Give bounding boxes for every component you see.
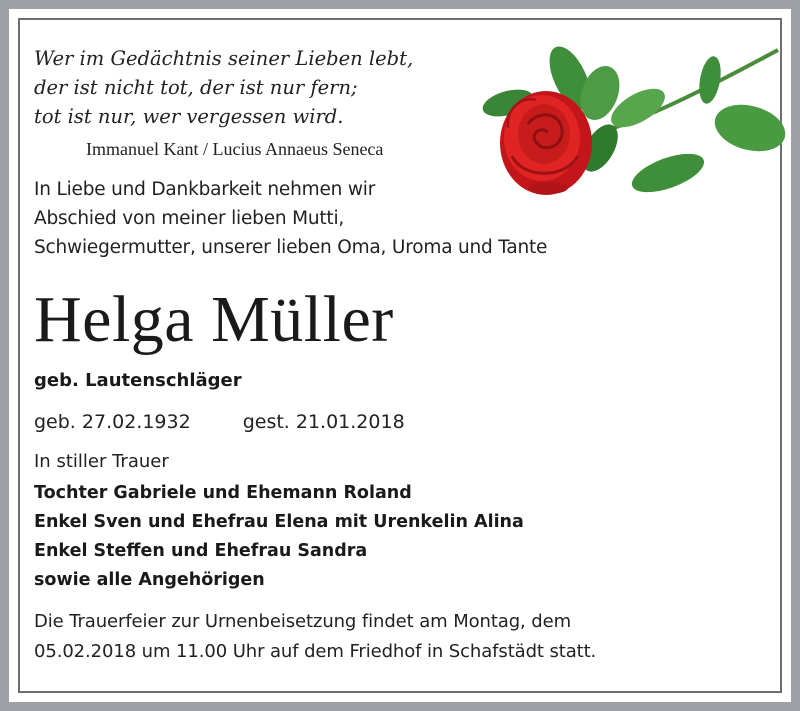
intro-line: Schwiegermutter, unserer lieben Oma, Uroma und Tante	[34, 237, 548, 258]
mourner-line: Enkel Steffen und Ehefrau Sandra	[34, 541, 368, 561]
poem-quote	[34, 44, 413, 131]
quote-line: der ist nicht tot, der ist nur fern;	[34, 76, 358, 99]
intro-line: Abschied von meiner lieben Mutti,	[34, 208, 345, 229]
life-dates	[34, 411, 405, 433]
mourner-line: sowie alle Angehörigen	[34, 570, 265, 590]
mourner-line: Enkel Sven und Ehefrau Elena mit Urenkelin Alina	[34, 512, 524, 532]
mourner-line: Tochter Gabriele und Ehemann Roland	[34, 483, 412, 503]
quote-line: Wer im Gedächtnis seiner Lieben lebt,	[34, 47, 414, 70]
quote-attribution: Immanuel Kant / Lucius Annaeus Seneca	[86, 139, 384, 159]
funeral-line: 05.02.2018 um 11.00 Uhr auf dem Friedhof in Schafstädt statt.	[34, 641, 597, 662]
birth-date: geb. 27.02.1932	[34, 411, 191, 433]
funeral-info	[34, 607, 596, 667]
quote-line: tot ist nur, wer vergessen wird.	[34, 105, 344, 128]
mourners-heading: In stiller Trauer	[34, 451, 169, 472]
maiden-name: geb. Lautenschläger	[34, 370, 242, 391]
death-date: gest. 21.01.2018	[242, 411, 405, 433]
deceased-name: Helga Müller	[34, 283, 394, 356]
intro-line: In Liebe und Dankbarkeit nehmen wir	[34, 179, 376, 200]
mourners-list	[34, 479, 524, 595]
intro-text	[34, 175, 547, 262]
funeral-line: Die Trauerfeier zur Urnenbeisetzung findet am Montag, dem	[34, 611, 572, 632]
